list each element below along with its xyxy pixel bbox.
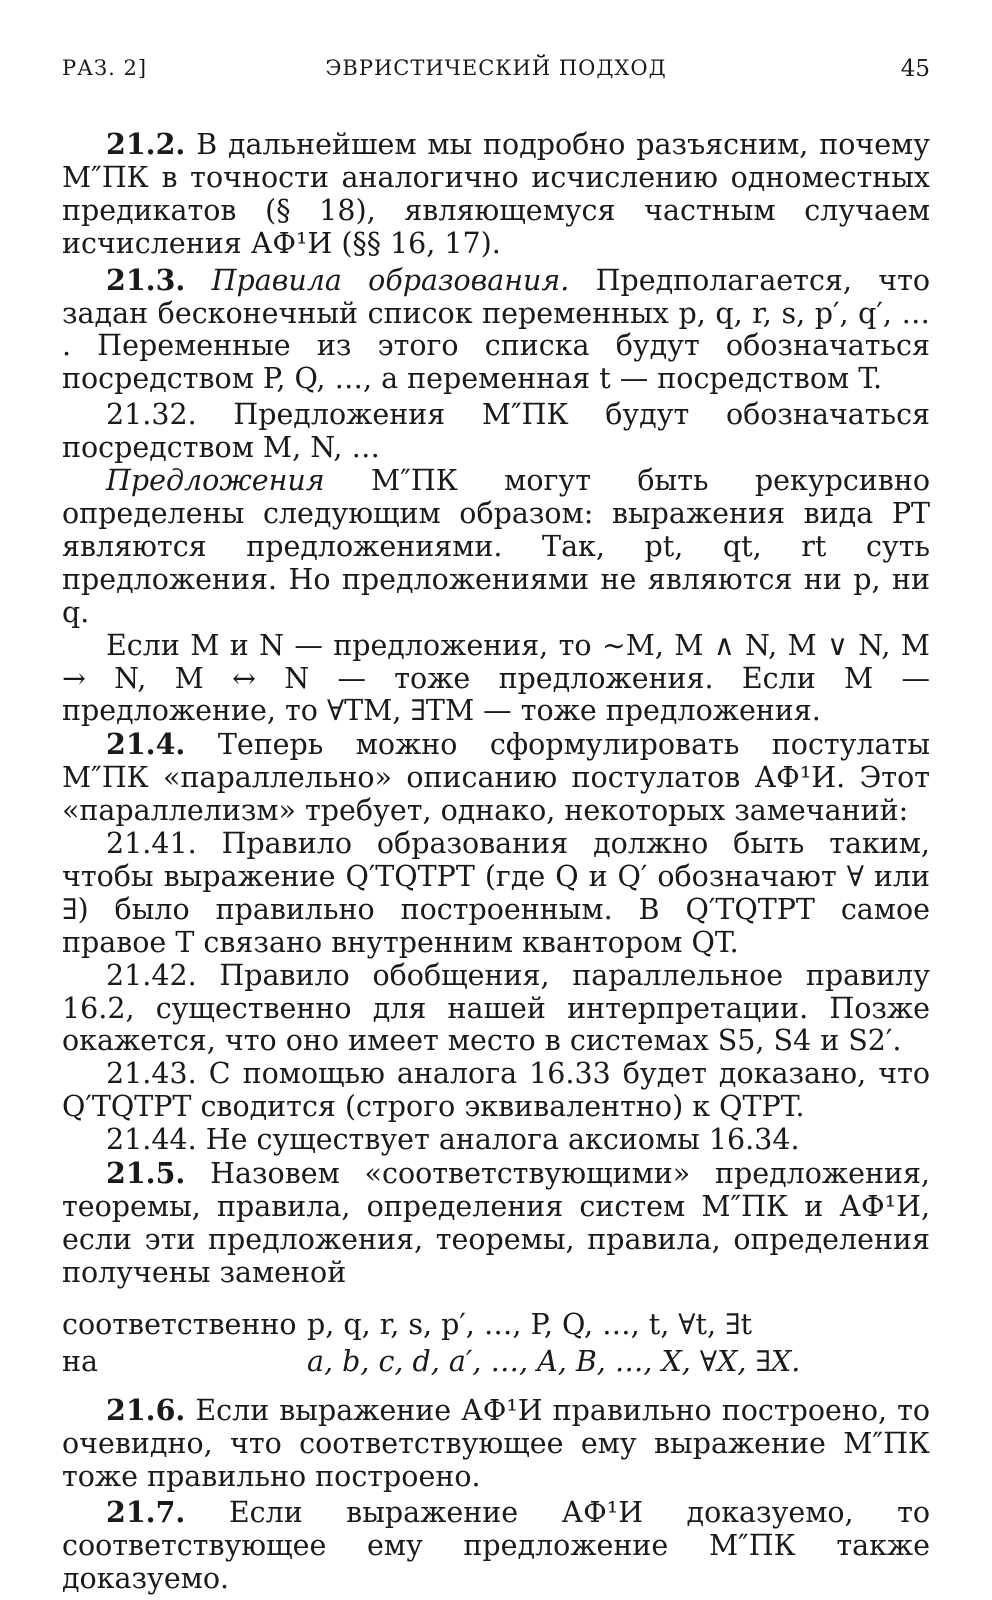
paragraph-text: Если выражение АФ¹И правильно построено, то очевидно, что соответствующее ему выражение М″ПК тоже правильно построено. (62, 1393, 930, 1493)
paragraph-text: Теперь можно сформулировать постулаты М″ПК «параллельно» описанию постулатов АФ¹И. Этот «параллелизм» требует, однако, некоторых замечаний: (62, 728, 930, 828)
paragraph-text: Если выражение АФ¹И доказуемо, то соответствующее ему предложение М″ПК также доказуемо. (62, 1496, 931, 1596)
paragraph-21-32 (62, 399, 930, 465)
substitution-value: p, q, r, s, p′, …, P, Q, …, t, ∀t, ∃t (307, 1307, 752, 1341)
paragraph-number: 21.42. (106, 958, 197, 992)
paragraph-21-5 (62, 1157, 930, 1290)
paragraph-number: 21.3. (106, 262, 186, 297)
paragraph-title: Предложения (106, 464, 325, 498)
substitution-row-to (62, 1343, 930, 1380)
paragraph-21-43 (62, 1058, 930, 1124)
substitution-value: a, b, c, d, a′, …, A, B, …, X, ∀X, ∃X. (307, 1344, 801, 1378)
paragraph-number: 21.44. (106, 1123, 197, 1157)
paragraph-text: В дальнейшем мы подробно разъясним, почему М″ПК в точности аналогично исчислению одноместных предикатов (§ 18), являющемуся частным случаем исчисления АФ¹И (§§ 16, 17). (62, 128, 930, 260)
paragraph-text: М″ПК могут быть рекурсивно определены следующим образом: выражения вида PT являются предложениями. Так, pt, qt, rt суть предложения. Но предложениями не являются ни p, ни q. (62, 464, 930, 629)
paragraph-21-4 (62, 728, 930, 828)
paragraph-21-42 (62, 960, 930, 1059)
paragraph-number: 21.7. (106, 1495, 186, 1530)
paragraph-text: Назовем «соответствующими» предложения, теоремы, правила, определения систем М″ПК и АФ¹И, если эти предложения, теоремы, правила, определения получены заменой (62, 1157, 930, 1289)
substitution-table (62, 1306, 930, 1380)
paragraph-text: Не существует аналога аксиомы 16.34. (205, 1123, 800, 1157)
paragraph-title: Правила образования. (211, 263, 570, 297)
paragraph-21-6 (62, 1394, 930, 1494)
paragraph-text: Предполагается, что задан бесконечный список переменных p, q, r, s, p′, q′, … . Переменные из этого списка будут обозначаться посредством P, Q, …, а переменная t — посредством T. (62, 263, 931, 396)
paragraph-21-3 (62, 264, 930, 397)
section-ref: РАЗ. 2] (62, 56, 148, 80)
running-title: ЭВРИСТИЧЕСКИЙ ПОДХОД (325, 56, 667, 80)
paragraph-21-41 (62, 828, 930, 960)
substitution-label: соответственно (62, 1307, 297, 1341)
paragraph-21-2 (62, 128, 930, 261)
paragraph-number: 21.4. (106, 727, 186, 762)
paragraph-21-7 (62, 1496, 930, 1596)
running-header (62, 56, 930, 92)
paragraph-text: Правило образования должно быть таким, чтобы выражение Q′TQTPT (где Q и Q′ обозначают ∀ или ∃) было правильно построенным. В Q′TQTPT самое правое T связано внутренним квантором QT. (62, 827, 930, 959)
paragraph-number: 21.43. (106, 1057, 197, 1091)
paragraph-sentences-def (62, 465, 930, 630)
paragraph-number: 21.32. (106, 398, 197, 432)
substitution-row-from (62, 1306, 930, 1343)
paragraph-connectives (62, 630, 930, 729)
paragraph-text: Если M и N — предложения, то ∼M, M ∧ N, M ∨ N, M → N, M ↔ N — тоже предложения. Если M — предложение, то ∀TM, ∃TM — тоже предложения. (62, 628, 930, 728)
paragraph-text: Предложения M″ПК будут обозначаться посредством M, N, … (62, 398, 931, 465)
substitution-label: на (62, 1344, 98, 1378)
paragraph-text: Правило обобщения, параллельное правилу 16.2, существенно для нашей интерпретации. Позже окажется, что оно имеет место в системах S5, S4 и S2′. (62, 958, 931, 1058)
paragraph-number: 21.6. (106, 1392, 186, 1427)
paragraph-number: 21.41. (106, 827, 197, 861)
page-body (62, 128, 930, 1596)
page-number: 45 (900, 56, 930, 82)
paragraph-number: 21.2. (106, 127, 186, 161)
paragraph-number: 21.5. (106, 1156, 186, 1191)
paragraph-21-44 (62, 1124, 930, 1157)
paragraph-text: С помощью аналога 16.33 будет доказано, что Q′TQTPT сводится (строго эквивалентно) к QTPT. (62, 1057, 931, 1124)
